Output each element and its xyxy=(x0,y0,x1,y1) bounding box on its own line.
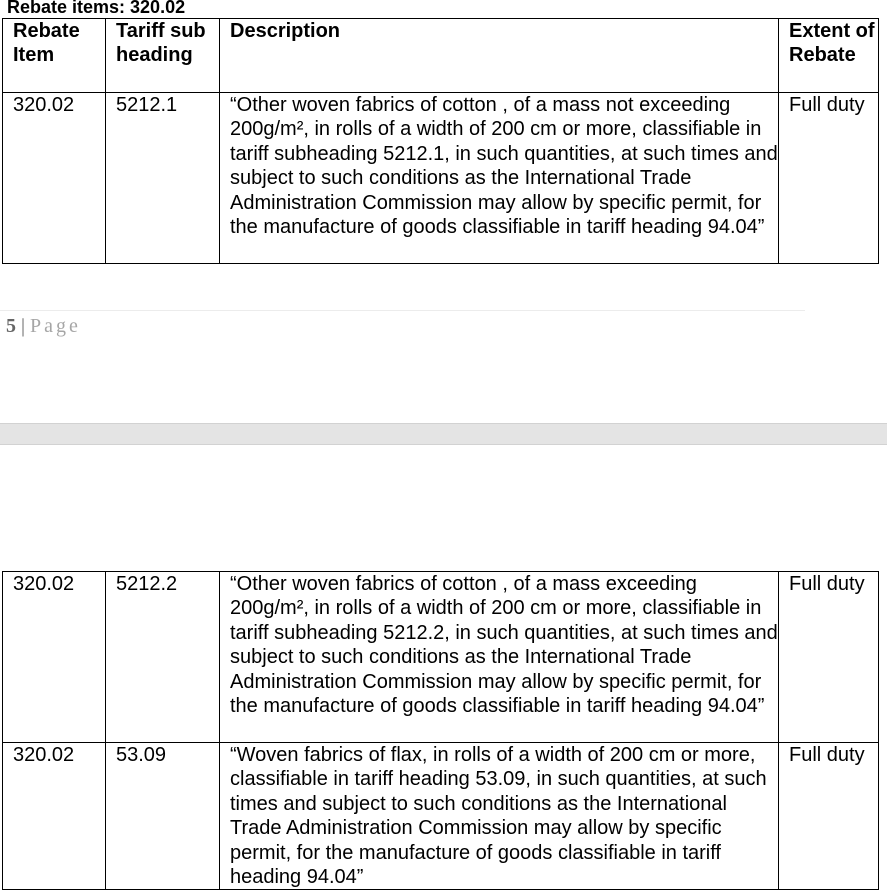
header-description: Description xyxy=(220,19,779,93)
page-number: 5 xyxy=(6,315,16,337)
cell-tariff: 53.09 xyxy=(106,743,220,890)
cell-description: “Other woven fabrics of cotton , of a mass exceeding 200g/m², in rolls of a width of 200 cm or more, classifiable in tariff subheading 5212.2, in such quantities, at such times and subject to such conditions as the International Trade Administration Commission may allow by specific permit, for the manufacture of goods classifiable in tariff heading 94.04” xyxy=(220,572,779,743)
cell-description: “Other woven fabrics of cotton , of a mass not exceeding 200g/m², in rolls of a width of 200 cm or more, classifiable in tariff subheading 5212.1, in such quantities, at such times and subject to such conditions as the International Trade Administration Commission may allow by specific permit, for the manufacture of goods classifiable in tariff heading 94.04” xyxy=(220,93,779,264)
cell-tariff: 5212.2 xyxy=(106,572,220,743)
header-rebate-item: Rebate Item xyxy=(3,19,106,93)
rebate-table-continued xyxy=(2,571,879,890)
cell-tariff: 5212.1 xyxy=(106,93,220,264)
page-break-gap xyxy=(0,423,887,445)
cell-extent: Full duty xyxy=(779,572,879,743)
table-header-row xyxy=(3,19,879,93)
header-tariff-sub-heading: Tariff sub heading xyxy=(106,19,220,93)
header-extent-of-rebate: Extent of Rebate xyxy=(779,19,879,93)
page-separator: | xyxy=(21,315,26,337)
cell-extent: Full duty xyxy=(779,93,879,264)
page-label: Page xyxy=(30,315,81,337)
section-heading: Rebate items: 320.02 xyxy=(7,0,186,17)
page-footer xyxy=(6,314,81,338)
table-row xyxy=(3,743,879,890)
table-row xyxy=(3,572,879,743)
cell-rebate-item: 320.02 xyxy=(3,743,106,890)
table-row xyxy=(3,93,879,264)
cell-rebate-item: 320.02 xyxy=(3,572,106,743)
footer-divider xyxy=(0,310,805,311)
cell-extent: Full duty xyxy=(779,743,879,890)
rebate-table xyxy=(2,18,879,264)
cell-rebate-item: 320.02 xyxy=(3,93,106,264)
cell-description: “Woven fabrics of flax, in rolls of a width of 200 cm or more, classifiable in tariff heading 53.09, in such quantities, at such times and subject to such conditions as the International Trade Administration Commission may allow by specific permit, for the manufacture of goods classifiable in tariff heading 94.04” xyxy=(220,743,779,890)
